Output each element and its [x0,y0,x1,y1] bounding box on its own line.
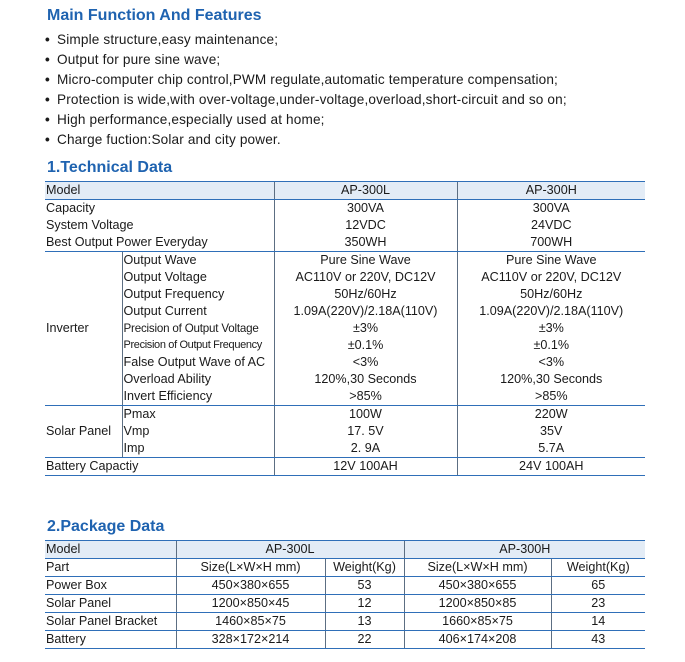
table-header-row [45,182,645,200]
table-row: Power Box 450×380×655 53 450×380×655 65 [45,577,645,595]
table-row: Inverter Output Wave Pure Sine Wave Pure Sine Wave [45,252,645,270]
table-subheader-row: Part Size(L×W×H mm) Weight(Kg) Size(L×W×H mm) Weight(Kg) [45,559,645,577]
table-row: Output Current 1.09A(220V)/2.18A(110V) 1.09A(220V)/2.18A(110V) [45,303,645,320]
table-row: Vmp 17. 5V 35V [45,423,645,440]
feature-item: • High performance,especially used at home; [45,110,567,130]
bullet-icon: • [45,32,50,47]
table-row: Capacity 300VA 300VA [45,200,645,218]
model-col2: AP-300H [404,541,645,559]
bullet-icon: • [45,72,50,87]
table-row: Invert Efficiency >85% >85% [45,388,645,406]
bullet-icon: • [45,52,50,67]
bullet-icon: • [45,132,50,147]
technical-data-table [45,181,645,476]
table-row: False Output Wave of AC <3% <3% [45,354,645,371]
table-row: Precision of Output Voltage ±3% ±3% [45,320,645,337]
table-row: Solar Panel Pmax 100W 220W [45,406,645,424]
feature-item: • Simple structure,easy maintenance; [45,30,567,50]
table-row: Output Frequency 50Hz/60Hz 50Hz/60Hz [45,286,645,303]
model-col2: AP-300H [457,182,645,200]
table-row: Best Output Power Everyday 350WH 700WH [45,234,645,252]
table-row: Precision of Output Frequency ±0.1% ±0.1% [45,337,645,354]
table-row: Imp 2. 9A 5.7A [45,440,645,458]
technical-data-title: 1.Technical Data [47,159,173,176]
feature-item: • Micro-computer chip control,PWM regulate,automatic temperature compensation; [45,70,567,90]
model-header: Model [45,541,176,559]
package-data-table [45,540,645,649]
solar-panel-group-label: Solar Panel [45,406,122,458]
table-row: Overload Ability 120%,30 Seconds 120%,30 Seconds [45,371,645,388]
feature-item: • Charge fuction:Solar and city power. [45,130,567,150]
model-col1: AP-300L [176,541,404,559]
package-data-title: 2.Package Data [47,518,165,535]
inverter-group-label: Inverter [45,252,122,406]
table-row: Output Voltage AC110V or 220V, DC12V AC110V or 220V, DC12V [45,269,645,286]
bullet-icon: • [45,112,50,127]
model-header: Model [45,182,274,200]
table-header-row [45,541,645,559]
feature-item: • Output for pure sine wave; [45,50,567,70]
table-row: Battery Capactiy 12V 100AH 24V 100AH [45,458,645,476]
feature-item: • Protection is wide,with over-voltage,under-voltage,overload,short-circuit and so on; [45,90,567,110]
table-row: Solar Panel Bracket 1460×85×75 13 1660×85×75 14 [45,613,645,631]
bullet-icon: • [45,92,50,107]
table-row: System Voltage 12VDC 24VDC [45,217,645,234]
features-title: Main Function And Features [47,7,262,24]
table-row: Solar Panel 1200×850×45 12 1200×850×85 23 [45,595,645,613]
features-list [45,30,567,150]
model-col1: AP-300L [274,182,457,200]
table-row: Battery 328×172×214 22 406×174×208 43 [45,631,645,649]
